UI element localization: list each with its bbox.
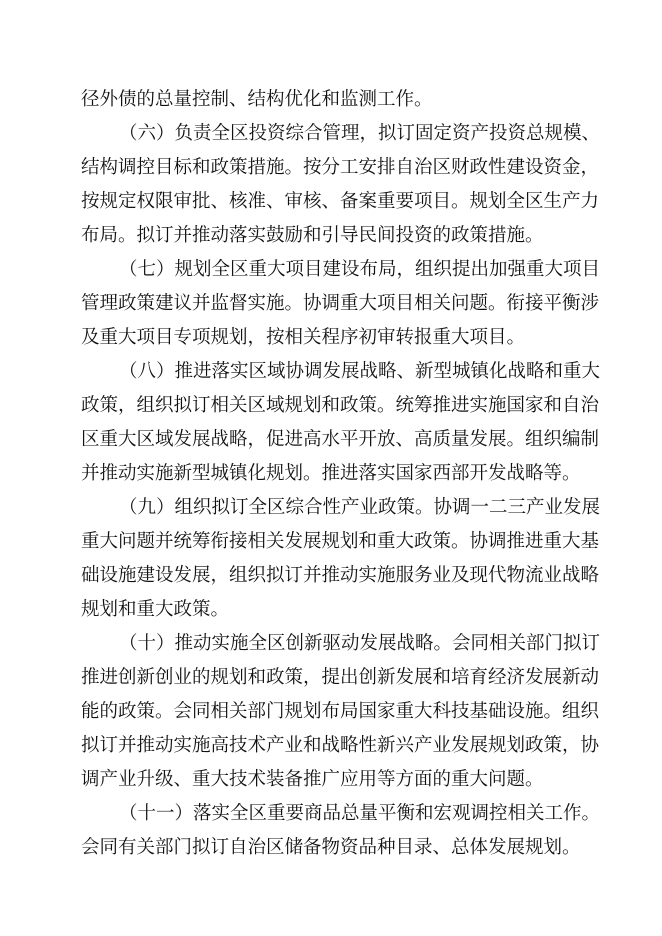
text-line: 布局。拟订并推动落实鼓励和引导民间投资的政策措施。 bbox=[81, 225, 544, 246]
text-line: 按规定权限审批、核准、审核、备案重要项目。规划全区生产力 bbox=[81, 191, 600, 212]
text-line: 径外债的总量控制、结构优化和监测工作。 bbox=[81, 89, 433, 110]
text-line: 调产业升级、重大技术装备推广应用等方面的重大问题。 bbox=[81, 769, 544, 790]
text-line: 规划和重大政策。 bbox=[81, 599, 230, 620]
text-line: （十）推动实施全区创新驱动发展战略。会同相关部门拟订 bbox=[119, 633, 601, 654]
text-line: （六）负责全区投资综合管理，拟订固定资产投资总规模、 bbox=[119, 123, 601, 144]
text-line: 会同有关部门拟订自治区储备物资品种目录、总体发展规划。 bbox=[81, 837, 581, 858]
text-line: 管理政策建议并监督实施。协调重大项目相关问题。衔接平衡涉 bbox=[81, 293, 600, 314]
text-line: 及重大项目专项规划，按相关程序初审转报重大项目。 bbox=[81, 327, 526, 348]
text-line: 结构调控目标和政策措施。按分工安排自治区财政性建设资金， bbox=[81, 157, 600, 178]
text-line: 推进创新创业的规划和政策，提出创新发展和培育经济发展新动 bbox=[81, 667, 600, 688]
text-line: （八）推进落实区域协调发展战略、新型城镇化战略和重大 bbox=[119, 361, 601, 382]
text-line: 能的政策。会同相关部门规划布局国家重大科技基础设施。组织 bbox=[81, 701, 600, 722]
text-line: 础设施建设发展，组织拟订并推动实施服务业及现代物流业战略 bbox=[81, 565, 600, 586]
text-line: 区重大区域发展战略，促进高水平开放、高质量发展。组织编制 bbox=[81, 429, 600, 450]
text-line: （十一）落实全区重要商品总量平衡和宏观调控相关工作。 bbox=[119, 803, 601, 824]
text-line: （七）规划全区重大项目建设布局，组织提出加强重大项目 bbox=[119, 259, 601, 280]
text-line: 重大问题并统筹衔接相关发展规划和重大政策。协调推进重大基 bbox=[81, 531, 600, 552]
text-line: 拟订并推动实施高技术产业和战略性新兴产业发展规划政策，协 bbox=[81, 735, 600, 756]
text-line: 并推动实施新型城镇化规划。推进落实国家西部开发战略等。 bbox=[81, 463, 581, 484]
text-line: （九）组织拟订全区综合性产业政策。协调一二三产业发展 bbox=[119, 497, 601, 518]
text-line: 政策，组织拟订相关区域规划和政策。统筹推进实施国家和自治 bbox=[81, 395, 600, 416]
